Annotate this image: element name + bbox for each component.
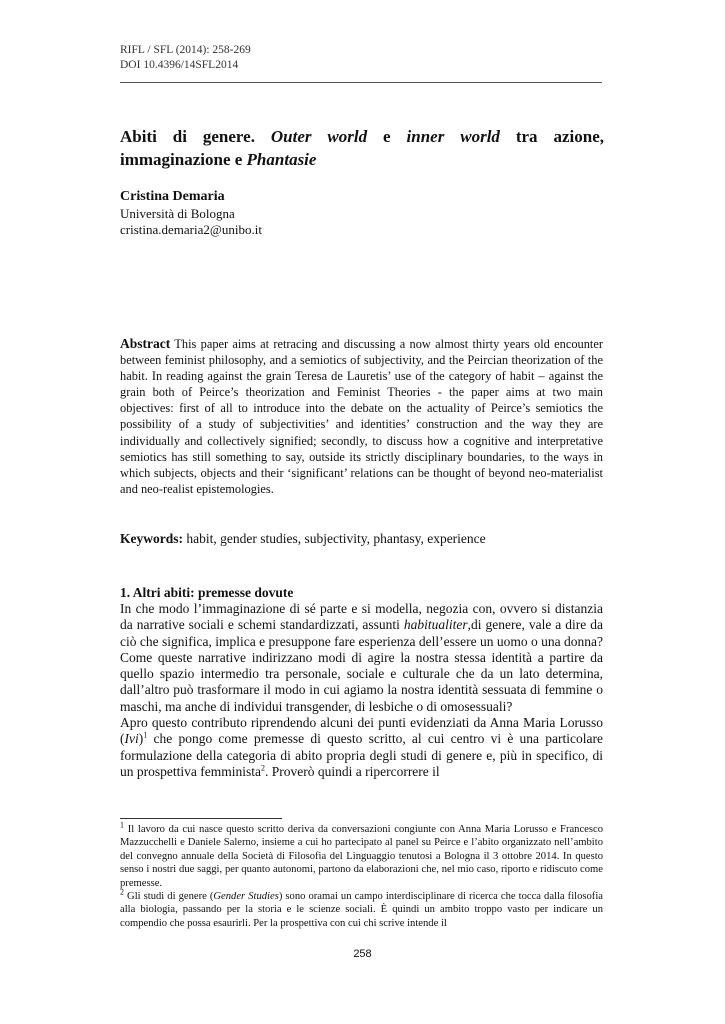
footnotes (120, 820, 603, 930)
footnote-1: $^1$ Il lavoro da cui nasce questo scritto deriva da conversazioni congiunte con Anna Maria Lorusso e Francesco Mazzucchelli e Daniele Salerno, insieme a cui ho partecipato al panel su Peirce e l’abito organizzato nell’ambito del convegno annuale della Società di Filosofia del Linguaggio tenutosi a Bologna il 3 ottobre 2014. In questo senso i nostri due saggi, per quanto autonomi, partono da elaborazioni che, nel mio caso, riporto e ridiscuto come premesse. (120, 820, 603, 889)
section-heading: 1. Altri abiti: premesse dovute (120, 585, 294, 600)
author-name: Cristina Demaria (120, 189, 225, 204)
doi: DOI 10.4396/14SFL2014 (120, 59, 239, 71)
footnote-divider (120, 818, 282, 819)
abstract (120, 336, 603, 497)
paragraph-1: In che modo l’immaginazione di sé parte e si modella, negozia con, ovvero si distanzia da narrative sociali e schemi standardizzati, assunti habitualiter,di genere, vale a dire da ciò che significa, implica e presuppone fare esperienza dell’essere un uomo o una donna? Come queste narrative indirizzano modi di agire la nostra stessa identità a partire da quello spazio intermedio tra personale, sociale e culturale che da un lato determina, dall’altro può trasformare il modo in cui agiamo la nostra identità sessuata di femmine o maschi, ma anche di individui transgender, di lesbiche o di omosessuali? (120, 601, 603, 714)
header-divider (120, 82, 602, 83)
paragraph-2: Apro questo contributo riprendendo alcuni dei punti evidenziati da Anna Maria Lorusso (Ivi)$^1$ che pongo come premesse di questo scritto, al cui centro vi è una particolare formulazione della categoria di abito propria degli studi di genere e, più in specifico, di un prospettiva femminista$^2$. Proverò quindi a ripercorrere il (120, 715, 603, 779)
abstract-label: Abstract (120, 336, 171, 351)
footnote-ref-2[interactable]: 2 (260, 763, 265, 773)
keywords-text: habit, gender studies, subjectivity, phantasy, experience (183, 531, 486, 546)
journal-reference: RIFL / SFL (2014): 258-269 (120, 44, 251, 56)
footnote-ref-1[interactable]: 1 (143, 730, 148, 740)
author-email: cristina.demaria2@unibo.it (120, 222, 262, 237)
footnote-2: $^2$ Gli studi di genere (Gender Studies) sono oramai un campo interdisciplinare di ricerca che tocca dalla filosofia alla biologia, passando per la storia e le scienze sociali. È quindi un ambito troppo vasto per indicare un compendio che possa esaurirli. Per la prospettiva con cui chi scrive intende il (120, 887, 603, 929)
keywords-label: Keywords: (120, 531, 183, 546)
paper-title: Abiti di genere. Outer world e inner world tra azione, immaginazione e Phantasie (120, 127, 604, 169)
page-number: 258 (353, 948, 372, 960)
body-text (120, 601, 603, 780)
page-header (120, 43, 251, 73)
abstract-text: This paper aims at retracing and discussing a now almost thirty years old encounter between feminist philosophy, and a semiotics of subjectivity, and the Peircian theorization of the habit. In reading against the grain Teresa de Lauretis’ use of the category of habit – against the grain both of Peirce’s theorization and Feminist Theories - the paper aims at two main objectives: first of all to introduce into the debate on the actuality of Peirce’s semiotics the possibility of a study of subjectivities’ and identities’ construction and the way they are individually and collectively signified; secondly, to discuss how a cognitive and interpretative semiotics has still something to say, outside its strictly disciplinary boundaries, to the ways in which subjects, objects and their ‘significant’ relations can be thought of beyond neo-materialist and neo-realist epistemologies. (120, 337, 603, 496)
keywords (120, 530, 603, 548)
author-affiliation: Università di Bologna (120, 206, 235, 221)
author-block (120, 188, 262, 238)
